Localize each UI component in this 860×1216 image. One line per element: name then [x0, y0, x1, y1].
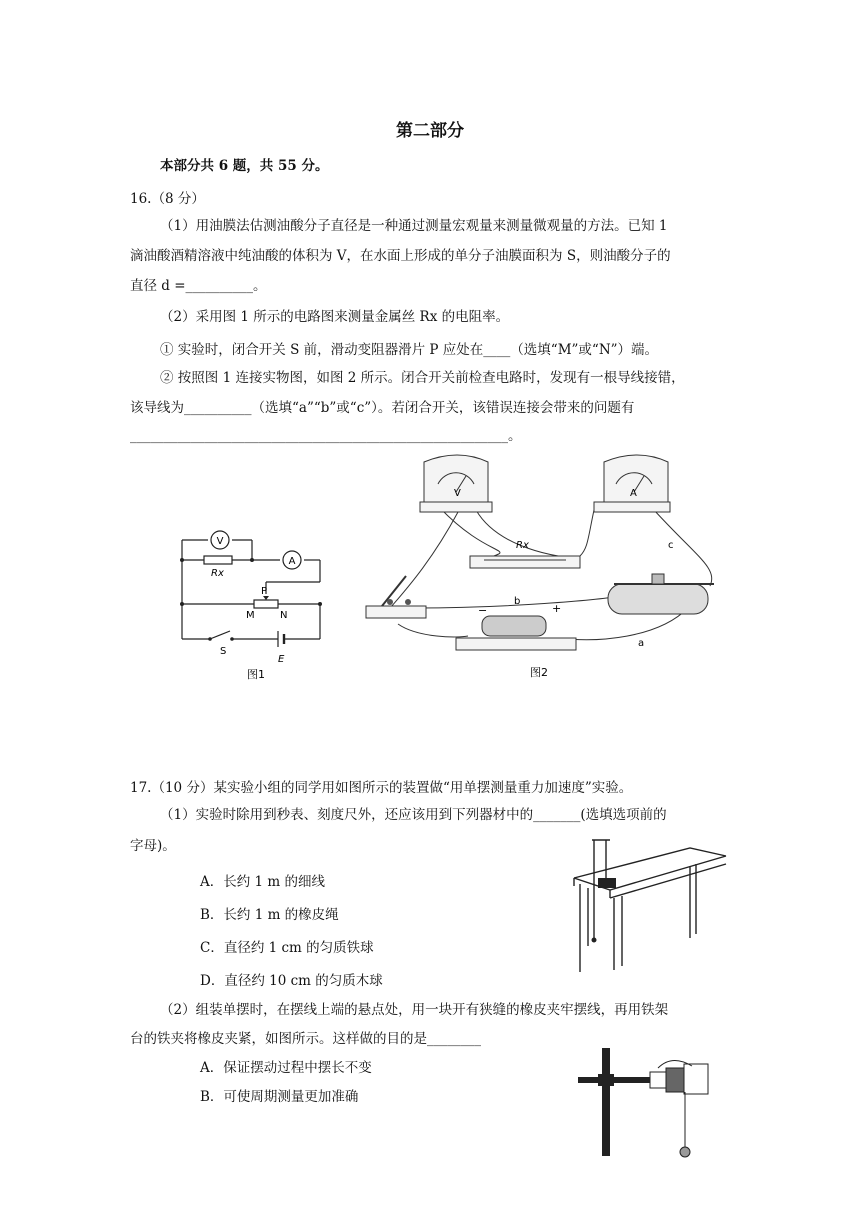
q17-header: 17.（10 分）某实验小组的同学用如图所示的装置做“用单摆测量重力加速度”实验。	[130, 780, 633, 796]
fig1-voltmeter-label: V	[216, 536, 224, 547]
fig1-ammeter-label: A	[288, 556, 296, 567]
fig2-plus-label: +	[552, 602, 562, 615]
q17-option-a: A．长约 1 m 的细线	[200, 874, 326, 890]
fig1-caption: 图1	[247, 668, 265, 681]
q16-p1-line3: 直径 d =__________。	[130, 278, 267, 294]
fig2-wire-c-label: c	[668, 540, 674, 551]
q17-p1-line2: 字母)。	[130, 838, 176, 854]
figure-1-circuit	[170, 512, 340, 687]
fig1-p-label: P	[261, 586, 268, 597]
q16-p2-b-line2: 该导线为__________（选填“a”“b”或“c”）。若闭合开关，该错误连接会带来的问题有	[130, 400, 635, 416]
figure-2-apparatus	[358, 448, 738, 688]
q16-header: 16.（8 分）	[130, 191, 205, 207]
fig2-ammeter-label: A	[630, 488, 637, 499]
q17-p2-line2: 台的铁夹将橡皮夹紧，如图所示。这样做的目的是________	[130, 1031, 481, 1047]
q17-p1-line1: （1）实验时除用到秒表、刻度尺外，还应该用到下列器材中的_______(选填选项前的	[160, 807, 667, 823]
fig2-minus-label: −	[478, 604, 488, 617]
q16-p2-b-line1: ② 按照图 1 连接实物图，如图 2 所示。闭合开关前检查电路时，发现有一根导线接错，	[160, 370, 685, 386]
q16-p2: （2）采用图 1 所示的电路图来测量金属丝 Rx 的电阻率。	[160, 309, 510, 325]
q16-p1-line2: 滴油酸酒精溶液中纯油酸的体积为 V，在水面上形成的单分子油膜面积为 S，则油酸分子的	[130, 248, 671, 264]
section-note: 本部分共 6 题，共 55 分。	[160, 158, 329, 174]
q16-p2-b-line3: ________________________________________________________。	[130, 428, 522, 444]
q16-p2-a: ① 实验时，闭合开关 S 前，滑动变阻器滑片 P 应处在____（选填“M”或“N”）端。	[160, 342, 659, 358]
fig2-wire-a-label: a	[638, 638, 645, 649]
q17-option-c: C．直径约 1 cm 的匀质铁球	[200, 940, 374, 956]
fig1-s-label: S	[220, 646, 227, 657]
figure-clamp-detail	[572, 1044, 722, 1162]
q17-option-d: D．直径约 10 cm 的匀质木球	[200, 973, 383, 989]
q17-option2-b: B．可使周期测量更加准确	[200, 1089, 359, 1105]
fig2-wire-b-label: b	[514, 596, 521, 607]
q17-option2-a: A．保证摆动过程中摆长不变	[200, 1060, 372, 1076]
fig1-rx-label: Rx	[211, 568, 224, 579]
fig2-voltmeter-label: V	[454, 488, 461, 499]
q16-p1-line1: （1）用油膜法估测油酸分子直径是一种通过测量宏观量来测量微观量的方法。已知 1	[160, 218, 668, 234]
fig1-m-label: M	[246, 610, 255, 621]
figure-pendulum-table	[570, 818, 730, 978]
q17-option-b: B．长约 1 m 的橡皮绳	[200, 907, 339, 923]
q17-p2-line1: （2）组装单摆时，在摆线上端的悬点处，用一块开有狭缝的橡皮夹牢摆线，再用铁架	[160, 1002, 669, 1018]
fig2-rx-label: Rx	[516, 540, 529, 551]
section-title: 第二部分	[396, 121, 464, 141]
fig1-n-label: N	[280, 610, 288, 621]
fig1-e-label: E	[278, 654, 285, 665]
fig2-caption: 图2	[530, 666, 548, 679]
